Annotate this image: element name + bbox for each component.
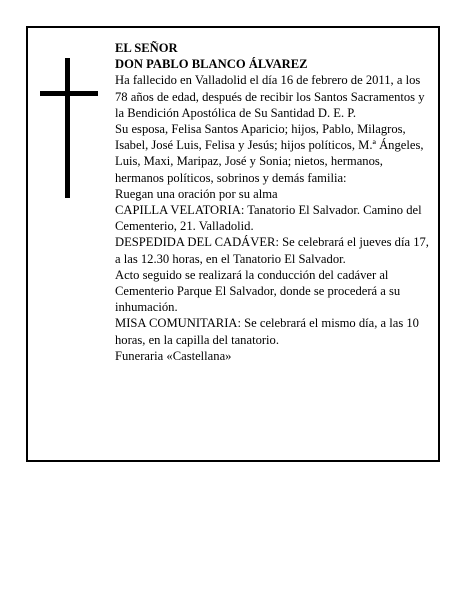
notice-text xyxy=(115,40,433,364)
obituary-notice xyxy=(26,26,440,462)
cross-horizontal-bar xyxy=(40,91,98,96)
cross-vertical-bar xyxy=(65,58,70,198)
notice-title-name: DON PABLO BLANCO ÁLVAREZ xyxy=(115,57,308,72)
notice-paragraph-funeral-home: Funeraria «Castellana» xyxy=(115,348,232,363)
notice-paragraph-death: Ha fallecido en Valladolid el día 16 de febrero de 2011, a los 78 años de edad, después de recibir los Santos Sacramentos y la Bendición Apostólica de Su Santidad D. E. P. xyxy=(115,73,425,120)
cross-icon xyxy=(40,58,98,198)
notice-paragraph-farewell: DESPEDIDA DEL CADÁVER: Se celebrará el jueves día 17, a las 12.30 horas, en el Tanatorio El Salvador. xyxy=(115,235,429,266)
notice-title-line1: EL SEÑOR xyxy=(115,41,178,55)
notice-paragraph-chapel: CAPILLA VELATORIA: Tanatorio El Salvador. Camino del Cementerio, 21. Valladolid. xyxy=(115,203,422,234)
notice-paragraph-mass: MISA COMUNITARIA: Se celebrará el mismo día, a las 10 horas, en la capilla del tanatorio. xyxy=(115,316,419,347)
notice-paragraph-burial: Acto seguido se realizará la conducción del cadáver al Cementerio Parque El Salvador, donde se procederá a su inhumación. xyxy=(115,267,401,315)
notice-paragraph-family: Su esposa, Felisa Santos Aparicio; hijos, Pablo, Milagros, Isabel, José Luis, Felisa y Jesús; hijos políticos, M.ª Ángeles, Luis, Maxi, Maripaz, José y Sonia; nietos, hermanos, hermanos políticos, sobrinos y demás familia: xyxy=(115,122,424,185)
notice-paragraph-prayer: Ruegan una oración por su alma xyxy=(115,186,278,201)
